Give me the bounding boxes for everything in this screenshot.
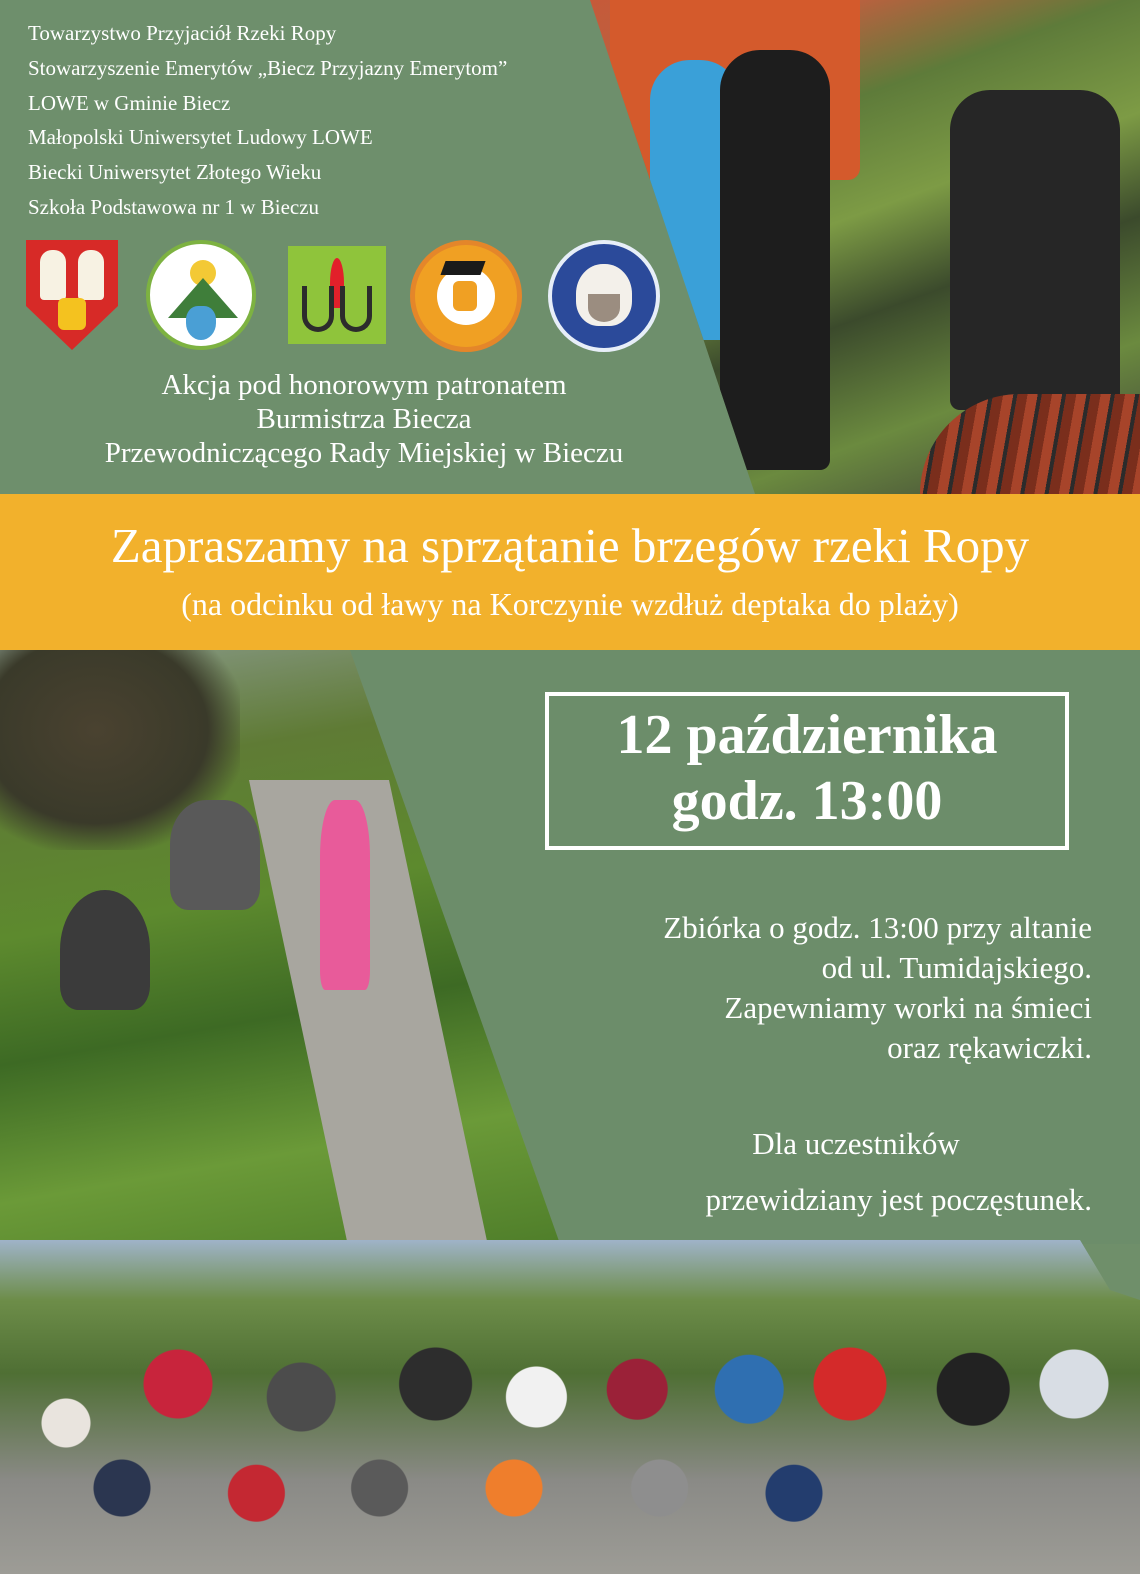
- info-line: Zbiórka o godz. 13:00 przy altanie: [663, 910, 1092, 945]
- photo-person: [60, 890, 150, 1010]
- banner-subtitle: (na odcinku od ławy na Korczynie wzdłuż deptaka do plaży): [181, 586, 959, 622]
- photo-person: [170, 800, 260, 910]
- letter-b-icon: [453, 281, 477, 311]
- graduation-cap-icon: [440, 261, 485, 275]
- hand-icon: [340, 286, 372, 332]
- organizer-item: LOWE w Gminie Biecz: [28, 90, 231, 115]
- patronage-text: [0, 368, 728, 470]
- organizer-item: Towarzystwo Przyjaciół Rzeki Ropy: [28, 21, 337, 45]
- patronage-line: Burmistrza Biecza: [256, 403, 472, 435]
- saint-figure-icon: [78, 250, 104, 300]
- photo-crowd: [10, 1280, 1130, 1540]
- beard-icon: [588, 294, 620, 322]
- saint-figure-icon: [40, 250, 66, 300]
- logos-row: [26, 240, 666, 355]
- organizer-item: Małopolski Uniwersytet Ludowy LOWE: [28, 125, 373, 150]
- coat-of-arms-icon: [26, 240, 118, 350]
- organizer-item: Szkoła Podstawowa nr 1 w Bieczu: [28, 194, 320, 219]
- river-icon: [186, 306, 216, 340]
- patronage-line: Przewodniczącego Rady Miejskiej w Bieczu: [104, 437, 624, 469]
- photo-group: [0, 1240, 1140, 1574]
- photo-boy: [720, 50, 830, 470]
- school-logo-icon: [548, 240, 660, 352]
- info-line: oraz rękawiczki.: [887, 1030, 1092, 1065]
- patronage-line: Akcja pod honorowym patronatem: [161, 369, 567, 401]
- treat-line: Dla uczestników: [752, 1126, 960, 1161]
- photo-man: [950, 90, 1120, 410]
- organizer-item: Biecki Uniwersytet Złotego Wieku: [28, 160, 322, 185]
- treat-line: przewidziany jest poczęstunek.: [705, 1182, 1092, 1217]
- photo-grill: [920, 394, 1140, 494]
- banner-title: Zapraszamy na sprzątanie brzegów rzeki Ropy: [110, 518, 1030, 573]
- tpr-logo-icon: [146, 240, 256, 350]
- event-date: 12 października: [616, 704, 998, 766]
- meeting-info: [470, 908, 1092, 1068]
- buzw-logo-icon: [410, 240, 522, 352]
- info-line: Zapewniamy worki na śmieci: [724, 990, 1092, 1025]
- photo-girl: [320, 800, 370, 990]
- event-time: godz. 13:00: [671, 770, 943, 832]
- letter-b-icon: [58, 298, 86, 330]
- organizers-list: [28, 16, 628, 225]
- refreshments-info: [470, 1116, 1092, 1228]
- hand-icon: [302, 286, 334, 332]
- lowe-logo-icon: [288, 246, 386, 344]
- info-line: od ul. Tumidajskiego.: [821, 950, 1092, 985]
- organizer-item: Stowarzyszenie Emerytów „Biecz Przyjazny Emerytom”: [28, 55, 508, 80]
